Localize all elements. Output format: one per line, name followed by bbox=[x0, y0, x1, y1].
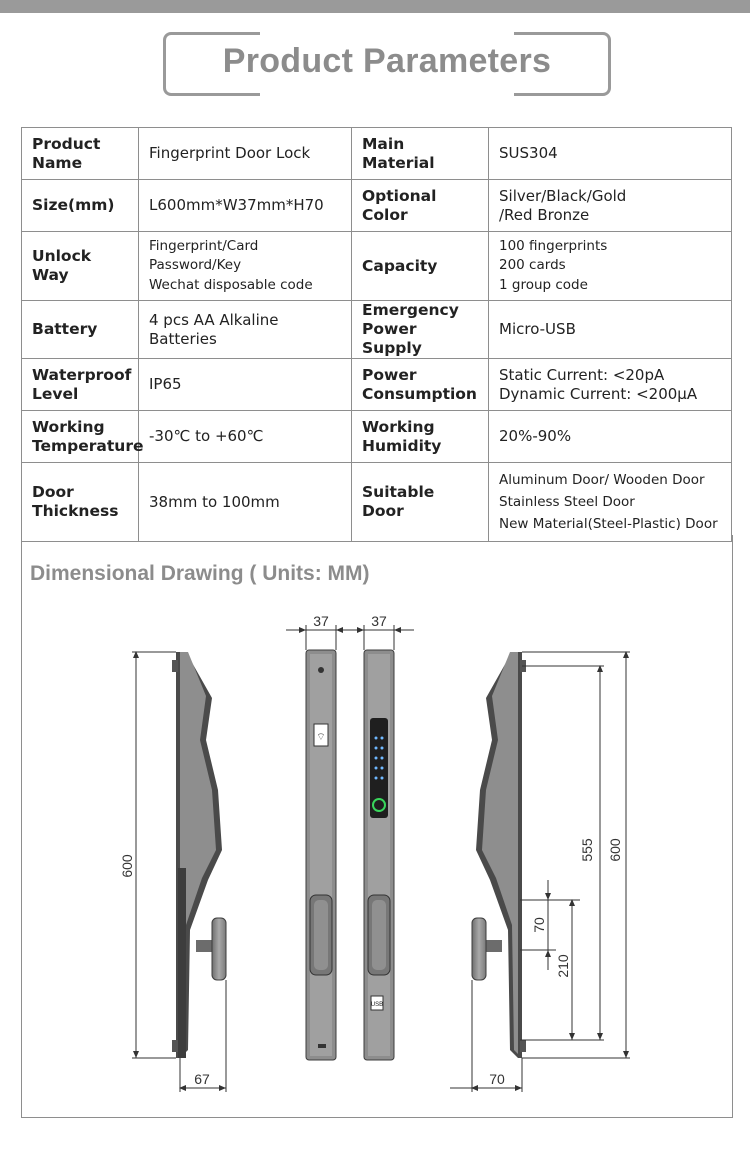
dim-height-left: 600 bbox=[119, 854, 135, 878]
dim-depth-right: 70 bbox=[489, 1071, 505, 1087]
param-value: 4 pcs AA Alkaline Batteries bbox=[139, 301, 352, 359]
param-key: Suitable Door bbox=[352, 463, 489, 542]
param-key: Power Consumption bbox=[352, 359, 489, 411]
dim-depth-left: 67 bbox=[194, 1071, 210, 1087]
param-value: L600mm*W37mm*H70 bbox=[139, 180, 352, 232]
param-value: Micro-USB bbox=[489, 301, 732, 359]
top-dimensions bbox=[286, 613, 414, 650]
param-value: Fingerprint/Card Password/Key Wechat disposable code bbox=[139, 232, 352, 301]
param-value: SUS304 bbox=[489, 128, 732, 180]
usb-port-label: USB bbox=[370, 1002, 384, 1008]
param-value: 100 fingerprints 200 cards 1 group code bbox=[489, 232, 732, 301]
page-title: Product Parameters bbox=[222, 42, 552, 80]
param-key: Working Temperature bbox=[22, 411, 139, 463]
param-key: Waterproof Level bbox=[22, 359, 139, 411]
front-view-inner bbox=[364, 650, 394, 1060]
dim-width-b: 37 bbox=[371, 613, 387, 629]
dim-height-right-2: 600 bbox=[607, 838, 623, 862]
dim-handle-position: 210 bbox=[555, 954, 571, 978]
param-value: Fingerprint Door Lock bbox=[139, 128, 352, 180]
dim-width-a: 37 bbox=[313, 613, 329, 629]
left-side-view bbox=[172, 652, 226, 1058]
param-key: Main Material bbox=[352, 128, 489, 180]
param-value: IP65 bbox=[139, 359, 352, 411]
nfc-icon: ⌔ bbox=[316, 732, 326, 743]
param-key: Capacity bbox=[352, 232, 489, 301]
param-key: Optional Color bbox=[352, 180, 489, 232]
right-dimensions bbox=[450, 652, 630, 1092]
param-key: Product Name bbox=[22, 128, 139, 180]
param-key: Emergency Power Supply bbox=[352, 301, 489, 359]
front-view-outer bbox=[306, 650, 336, 1060]
dim-handle-gap: 70 bbox=[531, 917, 547, 933]
param-key: Door Thickness bbox=[22, 463, 139, 542]
param-value: Static Current: <20pA Dynamic Current: <200μA bbox=[489, 359, 732, 411]
dim-height-right-1: 555 bbox=[579, 838, 595, 862]
param-key: Size(mm) bbox=[22, 180, 139, 232]
param-value: 20%-90% bbox=[489, 411, 732, 463]
param-value: -30℃ to +60℃ bbox=[139, 411, 352, 463]
param-key: Battery bbox=[22, 301, 139, 359]
drawing-title: Dimensional Drawing ( Units: MM) bbox=[30, 562, 370, 585]
param-value: 38mm to 100mm bbox=[139, 463, 352, 542]
param-key: Unlock Way bbox=[22, 232, 139, 301]
param-value: Silver/Black/Gold /Red Bronze bbox=[489, 180, 732, 232]
param-key: Working Humidity bbox=[352, 411, 489, 463]
param-value: Aluminum Door/ Wooden Door Stainless Steel Door New Material(Steel-Plastic) Door bbox=[489, 463, 732, 542]
right-side-view bbox=[472, 652, 526, 1058]
